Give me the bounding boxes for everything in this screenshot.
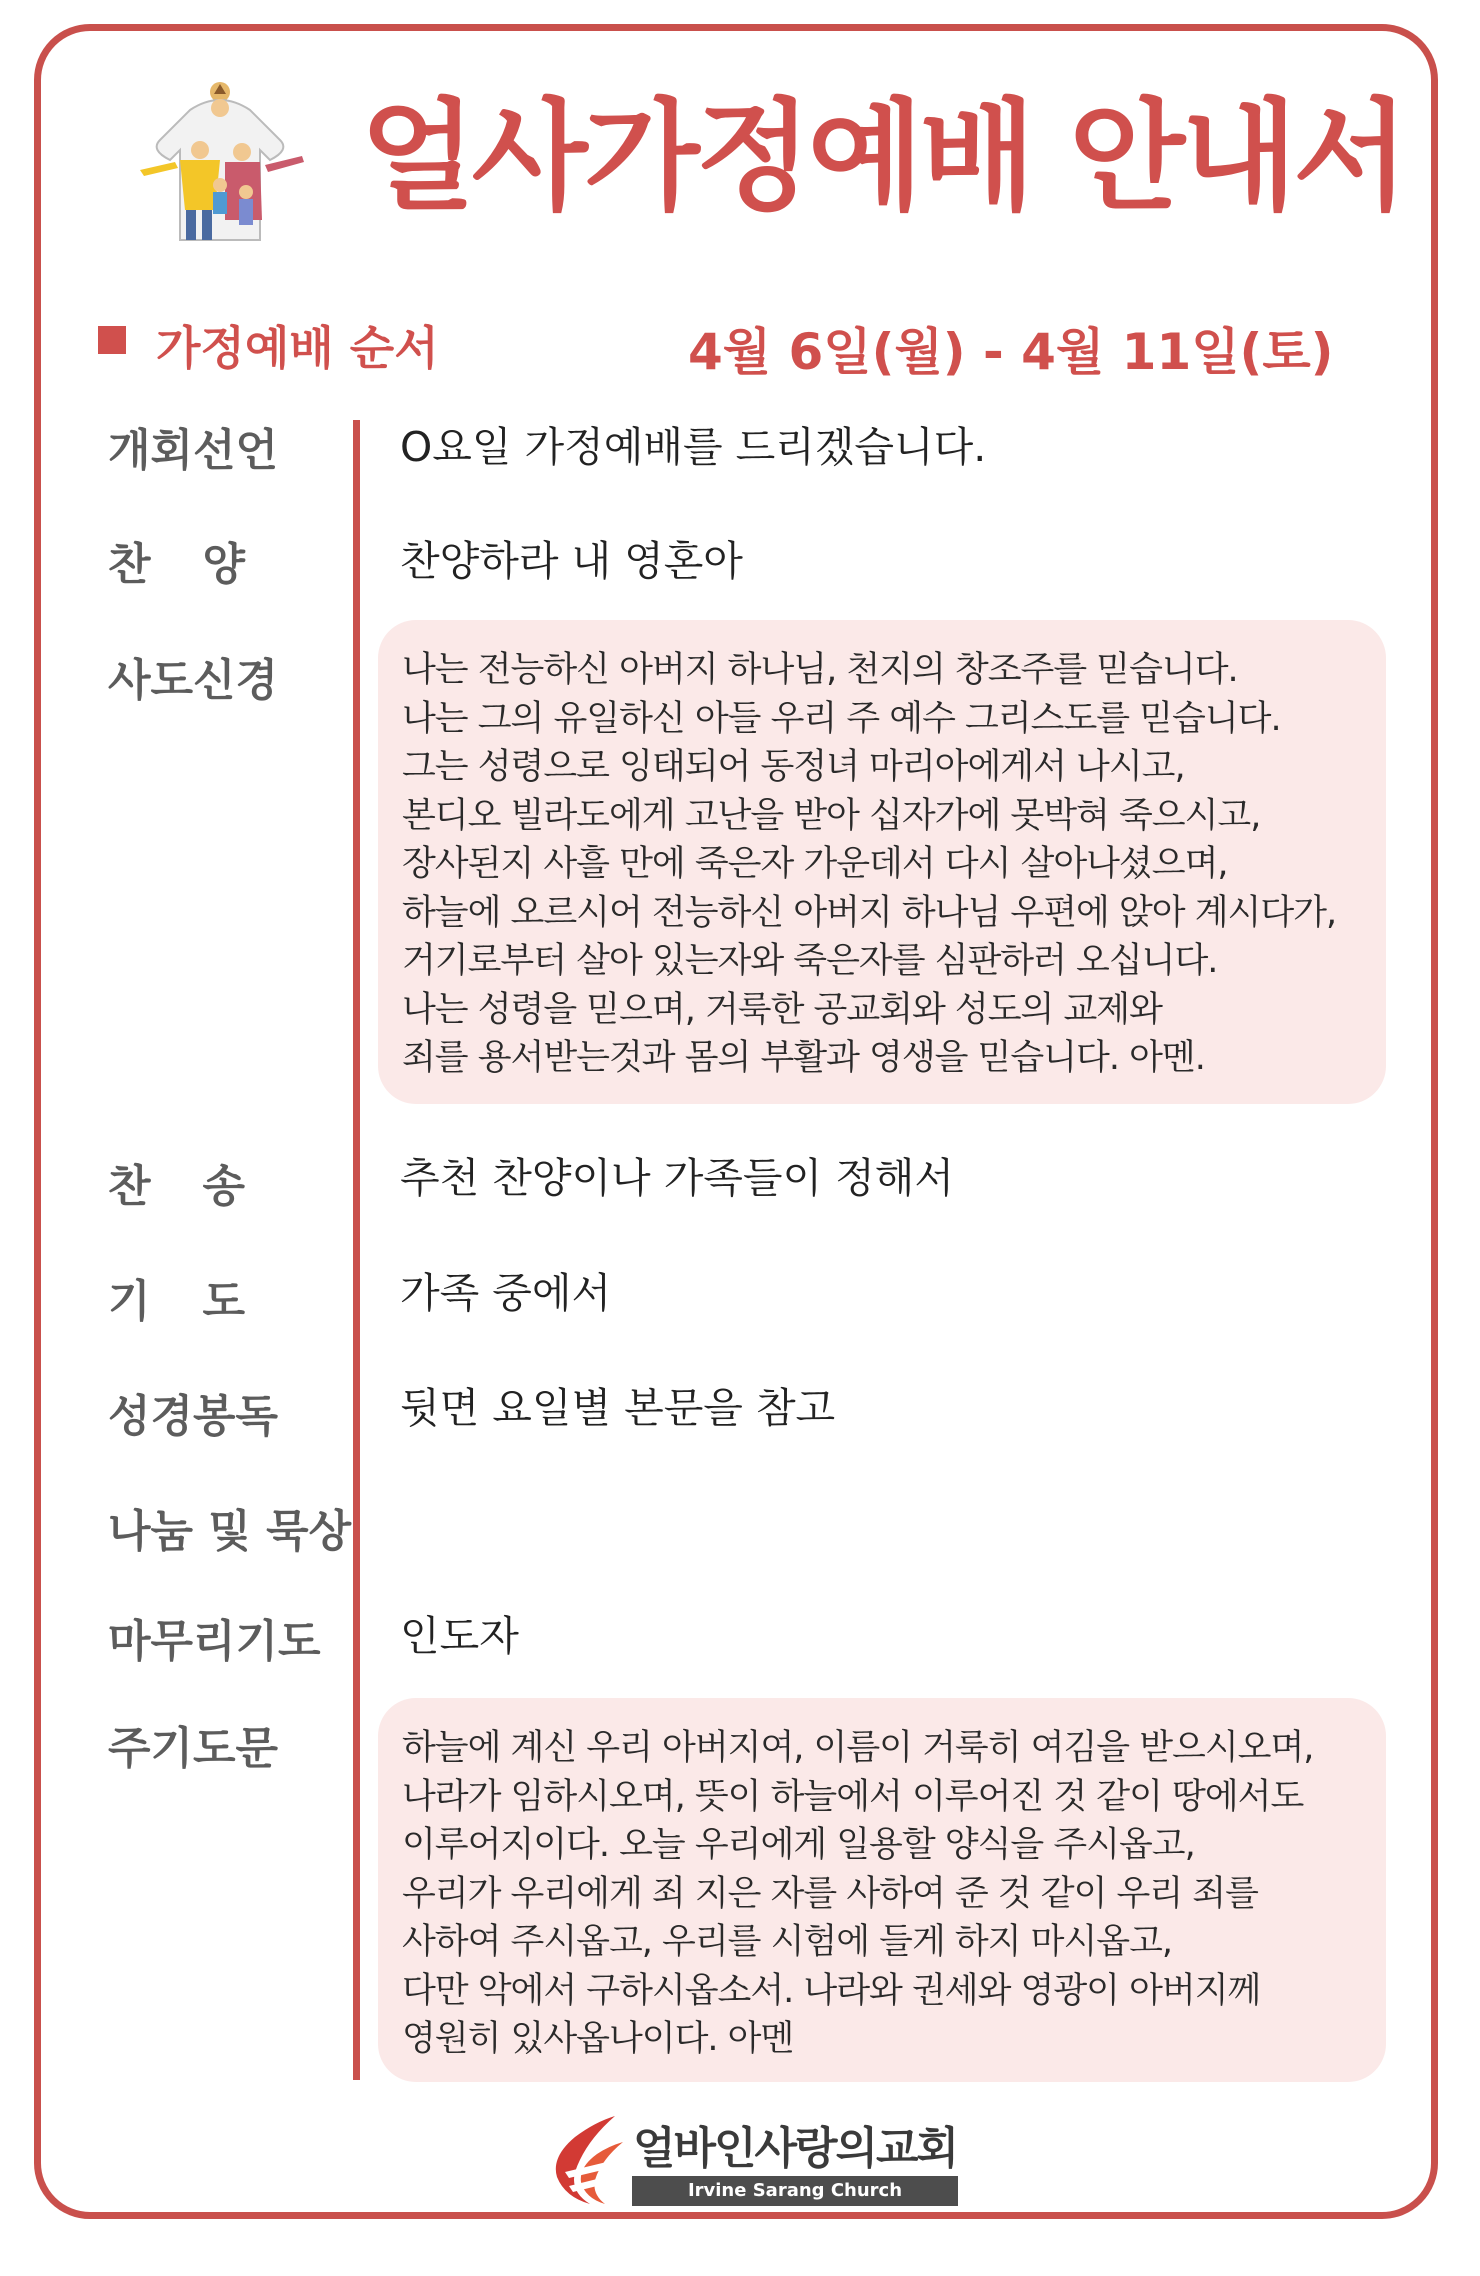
value-hymn: 추천 찬양이나 가족들이 정해서 <box>400 1154 954 1202</box>
church-name: 얼바인사랑의교회 <box>632 2123 958 2174</box>
label-hymn: 찬송 <box>108 1161 298 1212</box>
creed-line: 그는 성령으로 잉태되어 동정녀 마리아에게서 나시고, <box>402 747 1185 787</box>
label-closing-prayer: 마무리기도 <box>108 1616 321 1667</box>
label-apostles-creed: 사도신경 <box>108 655 279 706</box>
value-prayer: 가족 중에서 <box>400 1269 612 1317</box>
prayer-line: 사하여 주시옵고, 우리를 시험에 들게 하지 마시옵고, <box>402 1922 1173 1962</box>
value-opening-declaration: O요일 가정예배를 드리겠습니다. <box>400 423 987 471</box>
flame-logo-icon <box>545 2112 637 2212</box>
creed-line: 본디오 빌라도에게 고난을 받아 십자가에 못박혀 죽으시고, <box>402 795 1261 836</box>
prayer-line: 나라가 임하시오며, 뜻이 하늘에서 이루어진 것 같이 땅에서도 <box>402 1776 1304 1817</box>
value-closing-prayer: 인도자 <box>400 1612 519 1660</box>
label-praise: 찬양 <box>108 539 298 590</box>
apostles-creed-box <box>378 620 1386 1104</box>
prayer-line: 하늘에 계신 우리 아버지여, 이름이 거룩히 여김을 받으시오며, <box>402 1728 1314 1768</box>
family-illustration <box>120 80 320 250</box>
creed-line: 나는 전능하신 아버지 하나님, 천지의 창조주를 믿습니다. <box>402 650 1238 690</box>
creed-line: 나는 그의 유일하신 아들 우리 주 예수 그리스도를 믿습니다. <box>402 698 1281 739</box>
label-opening-declaration: 개회선언 <box>108 425 279 476</box>
lords-prayer-box <box>378 1698 1386 2082</box>
label-scripture-reading: 성경봉독 <box>108 1391 279 1442</box>
bullet-square-icon <box>98 326 126 354</box>
prayer-line: 이루어지이다. 오늘 우리에게 일용할 양식을 주시옵고, <box>402 1825 1195 1865</box>
value-scripture-reading: 뒷면 요일별 본문을 참고 <box>400 1384 836 1432</box>
label-lords-prayer: 주기도문 <box>108 1723 279 1774</box>
prayer-line: 다만 악에서 구하시옵소서. 나라와 권세와 영광이 아버지께 <box>402 1970 1261 2011</box>
church-logo <box>545 2112 965 2212</box>
date-range: 4월 6일(월) - 4월 11일(토) <box>688 323 1334 381</box>
creed-line: 죄를 용서받는것과 몸의 부활과 영생을 믿습니다. 아멘. <box>402 1038 1205 1078</box>
worship-order-label: 가정예배 순서 <box>156 321 439 375</box>
church-name-english: Irvine Sarang Church <box>632 2176 958 2206</box>
prayer-line: 영원히 있사옵나이다. 아멘 <box>402 2019 794 2059</box>
label-sharing-meditation: 나눔 및 묵상 <box>108 1506 352 1557</box>
creed-line: 나는 성령을 믿으며, 거룩한 공교회와 성도의 교제와 <box>402 989 1162 1030</box>
creed-line: 장사된지 사흘 만에 죽은자 가운데서 다시 살아나셨으며, <box>402 844 1228 884</box>
value-praise: 찬양하라 내 영혼아 <box>400 537 743 585</box>
prayer-line: 우리가 우리에게 죄 지은 자를 사하여 준 것 같이 우리 죄를 <box>402 1873 1258 1914</box>
label-prayer: 기도 <box>108 1276 298 1327</box>
divider-line <box>353 420 360 2080</box>
creed-line: 거기로부터 살아 있는자와 죽은자를 심판하러 오십니다. <box>402 941 1218 981</box>
creed-line: 하늘에 오르시어 전능하신 아버지 하나님 우편에 앉아 계시다가, <box>402 892 1337 933</box>
page-title: 얼사가정예배 안내서 <box>360 88 1406 227</box>
worship-order-header <box>98 312 1398 381</box>
